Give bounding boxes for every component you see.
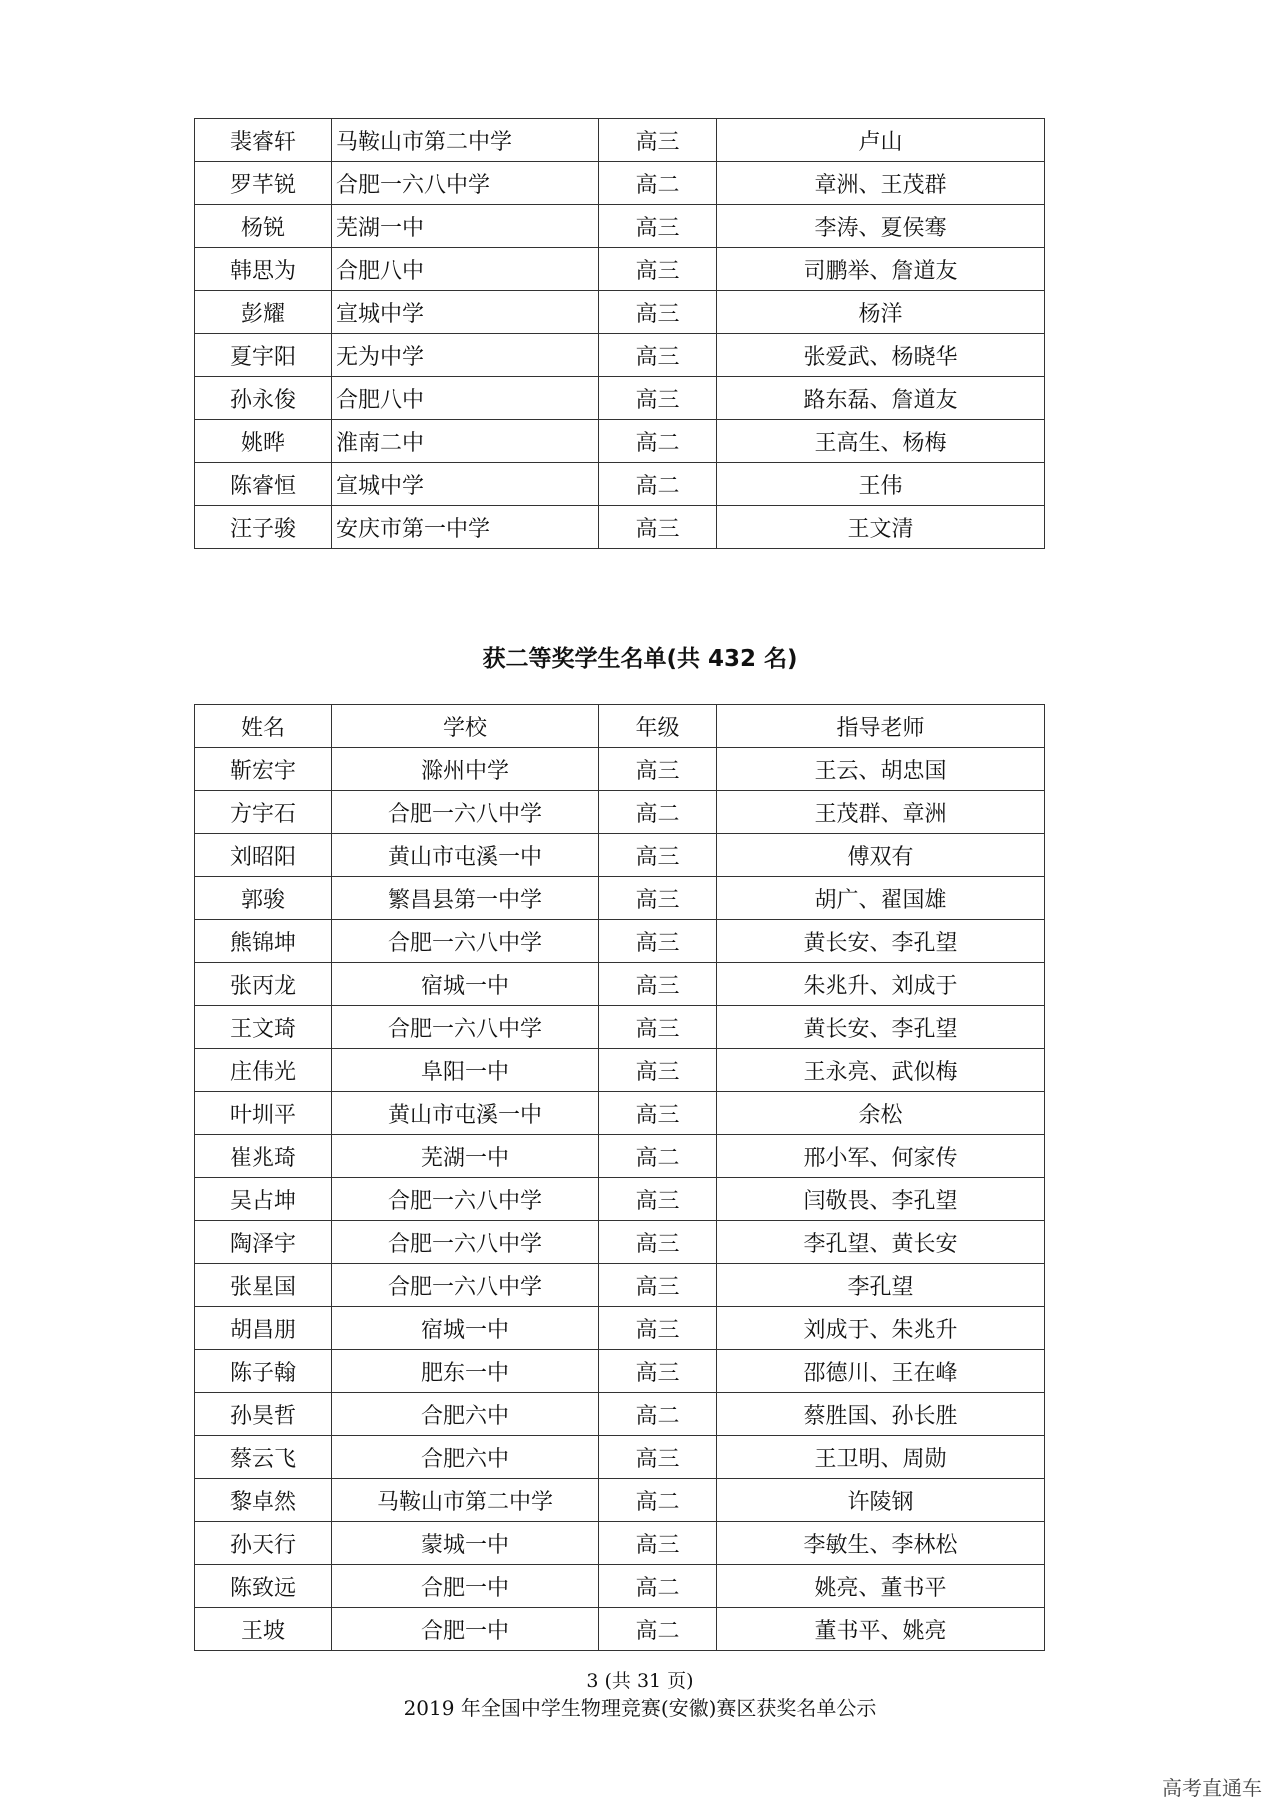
table-row bbox=[195, 920, 1045, 963]
student-name-cell: 姚晔 bbox=[195, 420, 332, 463]
student-name-cell: 裴睿轩 bbox=[195, 119, 332, 162]
grade-cell: 高三 bbox=[599, 1264, 717, 1307]
student-name-cell: 孙昊哲 bbox=[195, 1393, 332, 1436]
student-name-cell: 夏宇阳 bbox=[195, 334, 332, 377]
student-name-cell: 韩思为 bbox=[195, 248, 332, 291]
grade-cell: 高二 bbox=[599, 791, 717, 834]
student-name-cell: 张丙龙 bbox=[195, 963, 332, 1006]
advisor-cell: 黄长安、李孔望 bbox=[717, 920, 1045, 963]
student-name-cell: 汪子骏 bbox=[195, 506, 332, 549]
school-cell: 无为中学 bbox=[332, 334, 599, 377]
grade-cell: 高三 bbox=[599, 1221, 717, 1264]
school-cell: 芜湖一中 bbox=[332, 205, 599, 248]
grade-cell: 高三 bbox=[599, 1049, 717, 1092]
table-row bbox=[195, 877, 1045, 920]
student-name-cell: 崔兆琦 bbox=[195, 1135, 332, 1178]
header-advisor: 指导老师 bbox=[717, 705, 1045, 748]
student-name-cell: 胡昌朋 bbox=[195, 1307, 332, 1350]
school-cell: 滁州中学 bbox=[332, 748, 599, 791]
grade-cell: 高二 bbox=[599, 1565, 717, 1608]
school-cell: 宿城一中 bbox=[332, 963, 599, 1006]
advisor-cell: 李孔望、黄长安 bbox=[717, 1221, 1045, 1264]
school-cell: 合肥一六八中学 bbox=[332, 1221, 599, 1264]
watermark: 高考直通车 bbox=[1162, 1776, 1262, 1800]
school-cell: 合肥一六八中学 bbox=[332, 791, 599, 834]
table-row bbox=[195, 1522, 1045, 1565]
school-cell: 合肥八中 bbox=[332, 377, 599, 420]
second-prize-table-body bbox=[195, 748, 1045, 1651]
school-cell: 合肥一中 bbox=[332, 1565, 599, 1608]
advisor-cell: 王茂群、章洲 bbox=[717, 791, 1045, 834]
table-row bbox=[195, 1049, 1045, 1092]
school-cell: 黄山市屯溪一中 bbox=[332, 834, 599, 877]
advisor-cell: 卢山 bbox=[717, 119, 1045, 162]
advisor-cell: 姚亮、董书平 bbox=[717, 1565, 1045, 1608]
student-name-cell: 叶圳平 bbox=[195, 1092, 332, 1135]
grade-cell: 高三 bbox=[599, 334, 717, 377]
school-cell: 合肥一六八中学 bbox=[332, 1264, 599, 1307]
student-name-cell: 庄伟光 bbox=[195, 1049, 332, 1092]
header-name: 姓名 bbox=[195, 705, 332, 748]
school-cell: 淮南二中 bbox=[332, 420, 599, 463]
school-cell: 蒙城一中 bbox=[332, 1522, 599, 1565]
table-row bbox=[195, 463, 1045, 506]
student-name-cell: 罗芊锐 bbox=[195, 162, 332, 205]
table-row bbox=[195, 1608, 1045, 1651]
advisor-cell: 董书平、姚亮 bbox=[717, 1608, 1045, 1651]
advisor-cell: 李孔望 bbox=[717, 1264, 1045, 1307]
table-row bbox=[195, 1178, 1045, 1221]
student-name-cell: 张星国 bbox=[195, 1264, 332, 1307]
school-cell: 合肥八中 bbox=[332, 248, 599, 291]
advisor-cell: 邢小军、何家传 bbox=[717, 1135, 1045, 1178]
student-name-cell: 刘昭阳 bbox=[195, 834, 332, 877]
grade-cell: 高三 bbox=[599, 920, 717, 963]
school-cell: 肥东一中 bbox=[332, 1350, 599, 1393]
advisor-cell: 司鹏举、詹道友 bbox=[717, 248, 1045, 291]
grade-cell: 高三 bbox=[599, 1178, 717, 1221]
advisor-cell: 王高生、杨梅 bbox=[717, 420, 1045, 463]
student-name-cell: 彭耀 bbox=[195, 291, 332, 334]
advisor-cell: 杨洋 bbox=[717, 291, 1045, 334]
table-row bbox=[195, 1436, 1045, 1479]
grade-cell: 高三 bbox=[599, 877, 717, 920]
grade-cell: 高二 bbox=[599, 1393, 717, 1436]
advisor-cell: 蔡胜国、孙长胜 bbox=[717, 1393, 1045, 1436]
table-row bbox=[195, 334, 1045, 377]
student-name-cell: 吴占坤 bbox=[195, 1178, 332, 1221]
grade-cell: 高二 bbox=[599, 463, 717, 506]
school-cell: 合肥一六八中学 bbox=[332, 1006, 599, 1049]
table-row bbox=[195, 1565, 1045, 1608]
student-name-cell: 陈子翰 bbox=[195, 1350, 332, 1393]
grade-cell: 高二 bbox=[599, 162, 717, 205]
first-prize-table-body bbox=[195, 119, 1045, 549]
table-header-row bbox=[195, 705, 1045, 748]
advisor-cell: 李敏生、李林松 bbox=[717, 1522, 1045, 1565]
grade-cell: 高三 bbox=[599, 963, 717, 1006]
grade-cell: 高三 bbox=[599, 1522, 717, 1565]
grade-cell: 高三 bbox=[599, 748, 717, 791]
school-cell: 繁昌县第一中学 bbox=[332, 877, 599, 920]
student-name-cell: 孙永俊 bbox=[195, 377, 332, 420]
advisor-cell: 黄长安、李孔望 bbox=[717, 1006, 1045, 1049]
grade-cell: 高二 bbox=[599, 1479, 717, 1522]
advisor-cell: 傅双有 bbox=[717, 834, 1045, 877]
school-cell: 芜湖一中 bbox=[332, 1135, 599, 1178]
table-row bbox=[195, 205, 1045, 248]
grade-cell: 高三 bbox=[599, 834, 717, 877]
student-name-cell: 陈睿恒 bbox=[195, 463, 332, 506]
grade-cell: 高三 bbox=[599, 291, 717, 334]
table-row bbox=[195, 162, 1045, 205]
footer-title: 2019 年全国中学生物理竞赛(安徽)赛区获奖名单公示 bbox=[403, 1696, 877, 1720]
second-prize-title: 获二等奖学生名单(共 432 名) bbox=[482, 646, 798, 672]
school-cell: 阜阳一中 bbox=[332, 1049, 599, 1092]
grade-cell: 高三 bbox=[599, 506, 717, 549]
advisor-cell: 朱兆升、刘成于 bbox=[717, 963, 1045, 1006]
school-cell: 马鞍山市第二中学 bbox=[332, 119, 599, 162]
first-prize-table-continued bbox=[194, 118, 1045, 549]
table-row bbox=[195, 1350, 1045, 1393]
table-row bbox=[195, 1006, 1045, 1049]
page-number: 3 (共 31 页) bbox=[586, 1670, 694, 1692]
table-row bbox=[195, 291, 1045, 334]
grade-cell: 高二 bbox=[599, 420, 717, 463]
advisor-cell: 许陵钢 bbox=[717, 1479, 1045, 1522]
grade-cell: 高三 bbox=[599, 119, 717, 162]
table-row bbox=[195, 1264, 1045, 1307]
student-name-cell: 孙天行 bbox=[195, 1522, 332, 1565]
table-row bbox=[195, 420, 1045, 463]
advisor-cell: 章洲、王茂群 bbox=[717, 162, 1045, 205]
advisor-cell: 李涛、夏侯骞 bbox=[717, 205, 1045, 248]
grade-cell: 高三 bbox=[599, 1092, 717, 1135]
header-grade: 年级 bbox=[599, 705, 717, 748]
advisor-cell: 胡广、翟国雄 bbox=[717, 877, 1045, 920]
school-cell: 合肥一中 bbox=[332, 1608, 599, 1651]
school-cell: 宣城中学 bbox=[332, 463, 599, 506]
school-cell: 合肥一六八中学 bbox=[332, 1178, 599, 1221]
grade-cell: 高三 bbox=[599, 248, 717, 291]
student-name-cell: 郭骏 bbox=[195, 877, 332, 920]
table-row bbox=[195, 748, 1045, 791]
table-row bbox=[195, 248, 1045, 291]
advisor-cell: 王伟 bbox=[717, 463, 1045, 506]
student-name-cell: 黎卓然 bbox=[195, 1479, 332, 1522]
grade-cell: 高二 bbox=[599, 1608, 717, 1651]
advisor-cell: 张爱武、杨晓华 bbox=[717, 334, 1045, 377]
school-cell: 宿城一中 bbox=[332, 1307, 599, 1350]
school-cell: 合肥六中 bbox=[332, 1436, 599, 1479]
advisor-cell: 王文清 bbox=[717, 506, 1045, 549]
table-row bbox=[195, 963, 1045, 1006]
student-name-cell: 王文琦 bbox=[195, 1006, 332, 1049]
advisor-cell: 刘成于、朱兆升 bbox=[717, 1307, 1045, 1350]
table-row bbox=[195, 1393, 1045, 1436]
grade-cell: 高三 bbox=[599, 1436, 717, 1479]
table-row bbox=[195, 1135, 1045, 1178]
advisor-cell: 路东磊、詹道友 bbox=[717, 377, 1045, 420]
advisor-cell: 闫敬畏、李孔望 bbox=[717, 1178, 1045, 1221]
table-row bbox=[195, 834, 1045, 877]
student-name-cell: 陈致远 bbox=[195, 1565, 332, 1608]
school-cell: 马鞍山市第二中学 bbox=[332, 1479, 599, 1522]
student-name-cell: 蔡云飞 bbox=[195, 1436, 332, 1479]
table-row bbox=[195, 506, 1045, 549]
student-name-cell: 陶泽宇 bbox=[195, 1221, 332, 1264]
header-school: 学校 bbox=[332, 705, 599, 748]
grade-cell: 高三 bbox=[599, 1006, 717, 1049]
grade-cell: 高三 bbox=[599, 377, 717, 420]
table-row bbox=[195, 1307, 1045, 1350]
grade-cell: 高三 bbox=[599, 1307, 717, 1350]
student-name-cell: 杨锐 bbox=[195, 205, 332, 248]
advisor-cell: 王卫明、周勋 bbox=[717, 1436, 1045, 1479]
table-row bbox=[195, 1479, 1045, 1522]
second-prize-table bbox=[194, 704, 1045, 1651]
student-name-cell: 方宇石 bbox=[195, 791, 332, 834]
student-name-cell: 靳宏宇 bbox=[195, 748, 332, 791]
advisor-cell: 王永亮、武似梅 bbox=[717, 1049, 1045, 1092]
table-row bbox=[195, 119, 1045, 162]
table-row bbox=[195, 791, 1045, 834]
school-cell: 安庆市第一中学 bbox=[332, 506, 599, 549]
grade-cell: 高二 bbox=[599, 1135, 717, 1178]
grade-cell: 高三 bbox=[599, 1350, 717, 1393]
student-name-cell: 熊锦坤 bbox=[195, 920, 332, 963]
school-cell: 宣城中学 bbox=[332, 291, 599, 334]
advisor-cell: 余松 bbox=[717, 1092, 1045, 1135]
table-row bbox=[195, 1092, 1045, 1135]
table-row bbox=[195, 377, 1045, 420]
school-cell: 黄山市屯溪一中 bbox=[332, 1092, 599, 1135]
advisor-cell: 邵德川、王在峰 bbox=[717, 1350, 1045, 1393]
table-row bbox=[195, 1221, 1045, 1264]
school-cell: 合肥一六八中学 bbox=[332, 920, 599, 963]
grade-cell: 高三 bbox=[599, 205, 717, 248]
school-cell: 合肥一六八中学 bbox=[332, 162, 599, 205]
advisor-cell: 王云、胡忠国 bbox=[717, 748, 1045, 791]
student-name-cell: 王坡 bbox=[195, 1608, 332, 1651]
school-cell: 合肥六中 bbox=[332, 1393, 599, 1436]
